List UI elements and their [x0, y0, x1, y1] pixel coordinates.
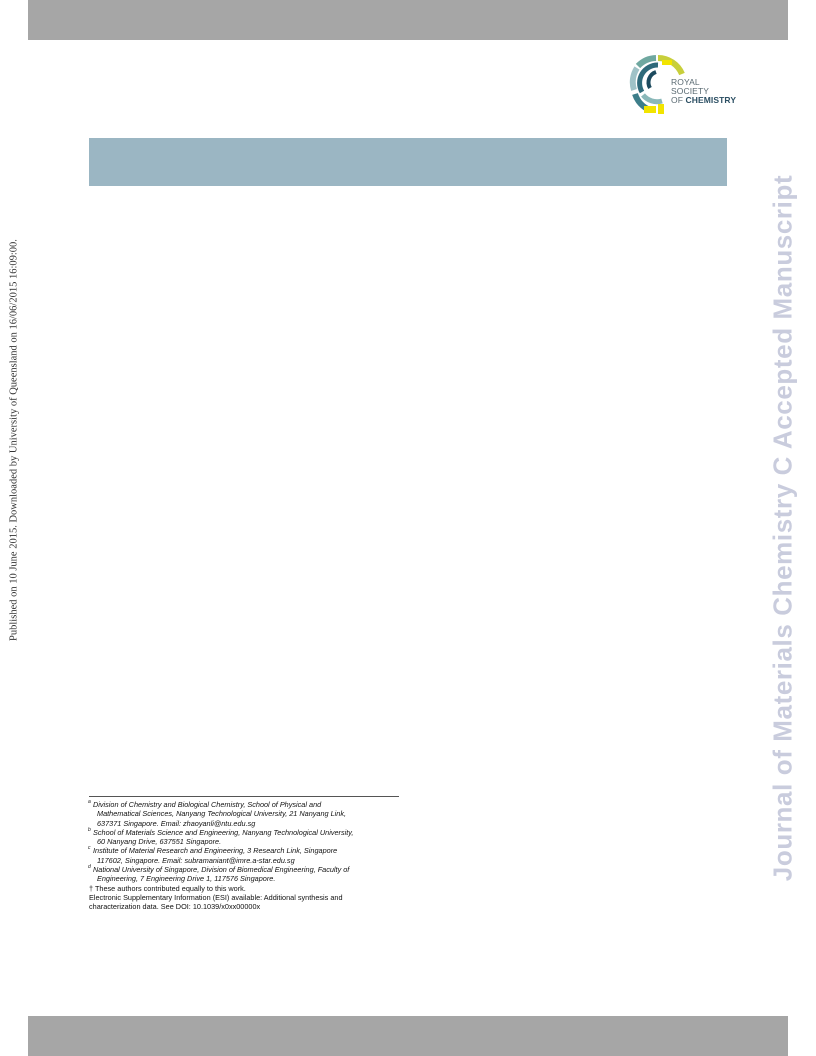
footnote-line: School of Materials Science and Engineering, Nanyang Technological University, — [93, 827, 354, 837]
footnote-marker: b — [88, 826, 91, 833]
logo-line-2-bold: CHEMISTRY — [685, 95, 737, 105]
footnote-line: National University of Singapore, Division of Biomedical Engineering, Faculty of — [93, 865, 350, 875]
footnote-a — [89, 800, 409, 828]
footnote-c — [89, 846, 409, 865]
header-band — [89, 138, 727, 186]
footnote-line: 637371 Singapore. Email: zhaoyanli@ntu.edu.sg — [97, 818, 256, 828]
footnote-d — [89, 865, 409, 884]
footnote-line: Engineering, 7 Engineering Drive 1, 117576 Singapore. — [97, 874, 276, 884]
logo-line-1: ROYAL SOCIETY — [671, 77, 710, 96]
footnote-marker: c — [88, 845, 91, 852]
watermark-text: Journal of Materials Chemistry C Accepted Manuscript — [767, 174, 798, 882]
top-gray-bar — [28, 0, 788, 40]
footnote-b — [89, 828, 409, 847]
logo-line-2-prefix: OF — [671, 95, 684, 105]
footnote-divider — [89, 796, 399, 797]
footnote-marker: d — [88, 864, 91, 871]
footnote-line: 60 Nanyang Drive, 637551 Singapore. — [97, 837, 222, 847]
footnote-esi — [89, 893, 409, 912]
footnote-line: Institute of Material Research and Engineering, 3 Research Link, Singapore — [93, 846, 338, 856]
bottom-gray-bar — [28, 1016, 788, 1056]
footnote-line: Division of Chemistry and Biological Chemistry, School of Physical and — [93, 800, 322, 809]
footnote-line: characterization data. See DOI: 10.1039/x0xx00000x — [89, 902, 261, 912]
logo-line-2 — [671, 96, 738, 105]
footnote-line: 117602, Singapore. Email: subramaniant@imre.a-star.edu.sg — [97, 855, 295, 865]
rsc-logo — [628, 52, 738, 118]
footnote-line: Electronic Supplementary Information (ESI) available: Additional synthesis and — [89, 892, 343, 902]
affiliation-footnotes — [89, 800, 409, 912]
logo-text — [671, 78, 738, 105]
publication-notice-text: Published on 10 June 2015. Downloaded by University of Queensland on 16/06/2015 16:09:00. — [8, 239, 20, 641]
footnote-marker: a — [88, 799, 91, 805]
footnote-line: Mathematical Sciences, Nanyang Technological University, 21 Nanyang Link, — [97, 809, 347, 819]
footnote-equal-contribution: † These authors contributed equally to this work. — [89, 883, 246, 893]
